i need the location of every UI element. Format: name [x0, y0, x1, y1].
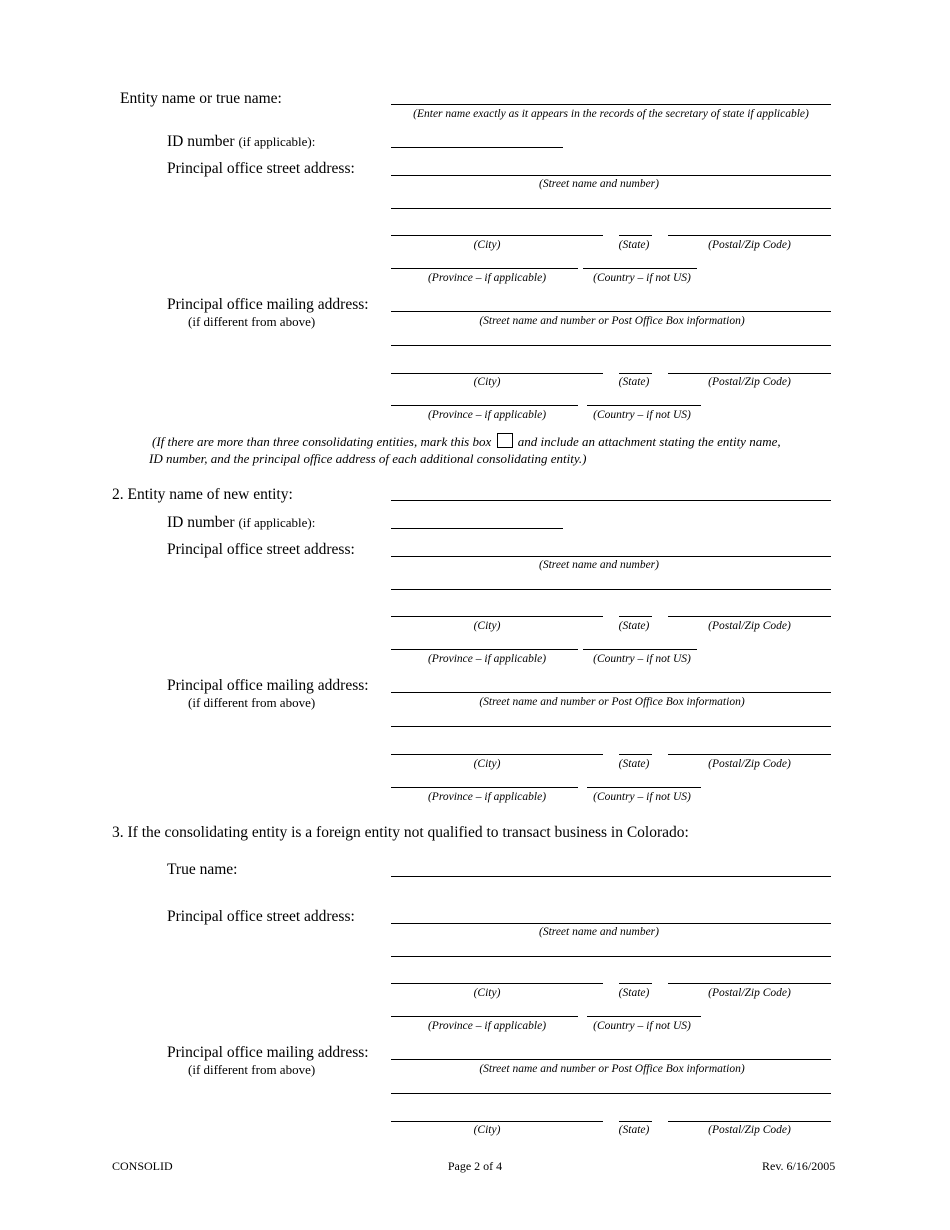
province-caption: (Province – if applicable) [427, 1020, 547, 1032]
state-line[interactable] [619, 754, 652, 755]
street-address-label: Principal office street address: [167, 908, 355, 925]
form-code: CONSOLID [112, 1159, 173, 1173]
mailing-caption: (Street name and number or Post Office Box information) [479, 696, 745, 708]
city-line[interactable] [391, 373, 603, 374]
id-number-line[interactable] [391, 147, 563, 148]
city-line[interactable] [391, 1121, 603, 1122]
mailing-caption: (Street name and number or Post Office Box information) [479, 315, 745, 327]
state-caption: (State) [618, 758, 650, 770]
mailing-line[interactable] [391, 1059, 831, 1060]
id-number-label: ID number (if applicable): [167, 514, 316, 531]
entity-name-caption: (Enter name exactly as it appears in the records of the secretary of state if applicable) [413, 108, 809, 120]
province-line[interactable] [391, 1016, 578, 1017]
province-caption: (Province – if applicable) [427, 409, 547, 421]
country-caption: (Country – if not US) [593, 272, 691, 284]
postal-caption: (Postal/Zip Code) [708, 620, 791, 632]
city-line[interactable] [391, 235, 603, 236]
country-caption: (Country – if not US) [593, 409, 691, 421]
province-caption: (Province – if applicable) [427, 653, 547, 665]
state-line[interactable] [619, 983, 652, 984]
new-entity-name-label: 2. Entity name of new entity: [112, 486, 293, 503]
postal-caption: (Postal/Zip Code) [708, 376, 791, 388]
province-line[interactable] [391, 405, 578, 406]
additional-entities-checkbox[interactable] [497, 433, 513, 448]
country-caption: (Country – if not US) [593, 653, 691, 665]
state-line[interactable] [619, 373, 652, 374]
street-address-label: Principal office street address: [167, 160, 355, 177]
mailing-line[interactable] [391, 692, 831, 693]
province-line[interactable] [391, 268, 578, 269]
street-address-label: Principal office street address: [167, 541, 355, 558]
postal-line[interactable] [668, 616, 831, 617]
city-line[interactable] [391, 754, 603, 755]
entity-name-line[interactable] [391, 104, 831, 105]
state-line[interactable] [619, 616, 652, 617]
entity-name-label: Entity name or true name: [120, 90, 282, 107]
state-line[interactable] [619, 235, 652, 236]
street-line[interactable] [391, 556, 831, 557]
postal-line[interactable] [668, 1121, 831, 1122]
mailing-line[interactable] [391, 311, 831, 312]
state-caption: (State) [618, 987, 650, 999]
postal-caption: (Postal/Zip Code) [708, 987, 791, 999]
postal-caption: (Postal/Zip Code) [708, 1124, 791, 1136]
mailing-line-2[interactable] [391, 345, 831, 346]
province-line[interactable] [391, 787, 578, 788]
country-caption: (Country – if not US) [593, 1020, 691, 1032]
state-caption: (State) [618, 1124, 650, 1136]
postal-caption: (Postal/Zip Code) [708, 239, 791, 251]
postal-line[interactable] [668, 983, 831, 984]
additional-entities-note: (If there are more than three consolidating entities, mark this box and include an attachment stating the entity name, ID number, and the principal office address of each additional consolidating entity.) [149, 434, 781, 466]
city-caption: (City) [473, 620, 501, 632]
city-caption: (City) [473, 758, 501, 770]
city-line[interactable] [391, 616, 603, 617]
mailing-address-label: Principal office mailing address: [167, 677, 369, 694]
mailing-address-sublabel: (if different from above) [188, 314, 316, 329]
country-line[interactable] [587, 787, 701, 788]
foreign-entity-heading: 3. If the consolidating entity is a foreign entity not qualified to transact business in Colorado: [112, 824, 689, 841]
mailing-line-2[interactable] [391, 1093, 831, 1094]
street-line-2[interactable] [391, 589, 831, 590]
country-line[interactable] [583, 268, 697, 269]
state-caption: (State) [618, 620, 650, 632]
new-entity-name-line[interactable] [391, 500, 831, 501]
city-caption: (City) [473, 987, 501, 999]
postal-line[interactable] [668, 235, 831, 236]
id-number-line[interactable] [391, 528, 563, 529]
country-line[interactable] [587, 405, 701, 406]
true-name-label: True name: [167, 861, 238, 878]
mailing-address-label: Principal office mailing address: [167, 296, 369, 313]
street-line[interactable] [391, 175, 831, 176]
state-caption: (State) [618, 239, 650, 251]
city-caption: (City) [473, 1124, 501, 1136]
city-line[interactable] [391, 983, 603, 984]
mailing-address-sublabel: (if different from above) [188, 1062, 316, 1077]
street-caption: (Street name and number) [539, 178, 659, 190]
state-caption: (State) [618, 376, 650, 388]
postal-caption: (Postal/Zip Code) [708, 758, 791, 770]
country-caption: (Country – if not US) [593, 791, 691, 803]
mailing-address-label: Principal office mailing address: [167, 1044, 369, 1061]
province-caption: (Province – if applicable) [427, 791, 547, 803]
page-number: Page 2 of 4 [447, 1159, 503, 1173]
postal-line[interactable] [668, 373, 831, 374]
id-number-label: ID number (if applicable): [167, 133, 316, 150]
revision-date: Rev. 6/16/2005 [762, 1159, 836, 1173]
street-caption: (Street name and number) [539, 559, 659, 571]
mailing-address-sublabel: (if different from above) [188, 695, 316, 710]
postal-line[interactable] [668, 754, 831, 755]
street-line[interactable] [391, 923, 831, 924]
street-line-2[interactable] [391, 208, 831, 209]
city-caption: (City) [473, 376, 501, 388]
true-name-line[interactable] [391, 876, 831, 877]
mailing-line-2[interactable] [391, 726, 831, 727]
province-line[interactable] [391, 649, 578, 650]
street-caption: (Street name and number) [539, 926, 659, 938]
country-line[interactable] [583, 649, 697, 650]
mailing-caption: (Street name and number or Post Office Box information) [479, 1063, 745, 1075]
province-caption: (Province – if applicable) [427, 272, 547, 284]
state-line[interactable] [619, 1121, 652, 1122]
city-caption: (City) [473, 239, 501, 251]
country-line[interactable] [587, 1016, 701, 1017]
street-line-2[interactable] [391, 956, 831, 957]
